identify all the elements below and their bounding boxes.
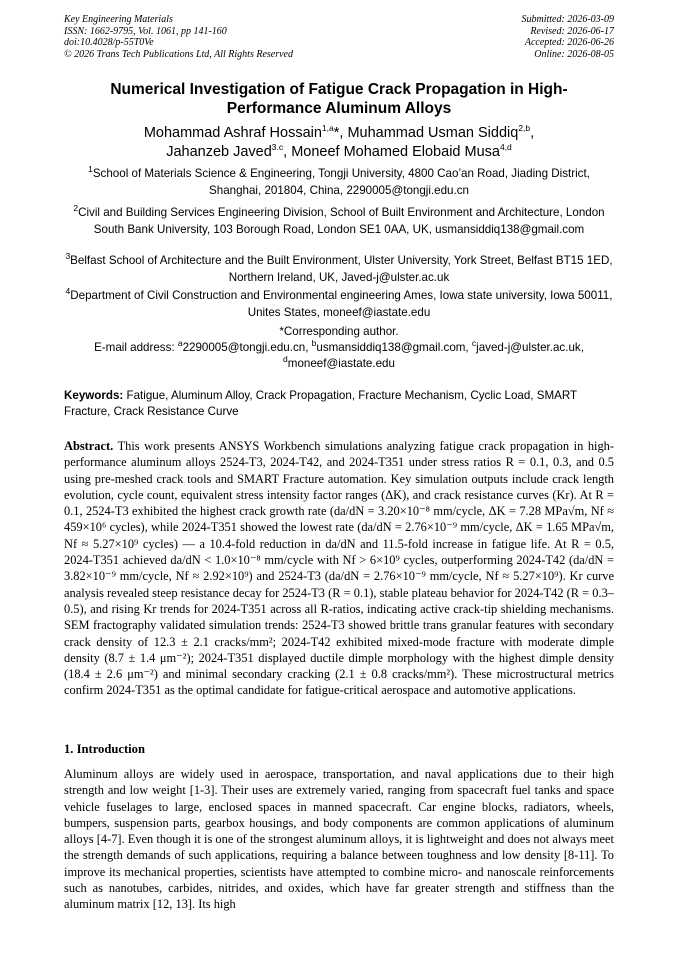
author-name: Jahanzeb Javed (166, 144, 272, 160)
email-prefix: E-mail address: (94, 341, 178, 354)
keywords-text: Fatigue, Aluminum Alloy, Crack Propagation, Fracture Mechanism, Cyclic Load, SMART Fracture, Crack Resistance Curve (64, 389, 577, 418)
email-sup: b (311, 338, 317, 349)
author-separator: , (283, 144, 292, 160)
keywords-block (64, 388, 614, 420)
corresponding-label: *Corresponding author. (279, 325, 399, 338)
email-sup: c (471, 338, 477, 349)
affiliation-sup: 3 (65, 251, 71, 262)
author-name: Muhammad Usman Siddiq (347, 125, 519, 141)
email-sup: a (177, 338, 183, 349)
abstract-label: Abstract. (64, 439, 114, 453)
author-sup: 3.c (271, 142, 284, 153)
affiliation-text: School of Materials Science & Engineering, Tongji University, 4800 Cao’an Road, Jiading District, Shanghai, 201804, China, 2290005@tongji.edu.cn (92, 167, 590, 197)
email-link[interactable]: 2290005@tongji.edu.cn, (182, 341, 312, 354)
author-name: Mohammad Ashraf Hossain (143, 125, 322, 141)
issn-line: ISSN: 1662-9795, Vol. 1061, pp 141-160 (64, 25, 227, 37)
dates-header (522, 14, 615, 60)
journal-name: Key Engineering Materials (64, 14, 173, 25)
accepted-date: Accepted: 2026-06-26 (524, 37, 614, 48)
affiliation-sup: 4 (65, 286, 71, 297)
submitted-date: Submitted: 2026-03-09 (521, 14, 614, 25)
paper-title: Numerical Investigation of Fatigue Crack Propagation in High-Performance Aluminum Alloys (110, 81, 568, 117)
affiliation-text: Belfast School of Architecture and the Built Environment, Ulster University, York Street, Belfast BT15 1ED, Northern Ireland, UK, Javed-j@ulster.ac.uk (70, 254, 613, 284)
author-separator: *, (333, 125, 348, 141)
affiliation-sup: 2 (73, 203, 79, 214)
author-sup: 1,a (321, 123, 334, 134)
author-list (64, 124, 614, 162)
section-heading-introduction: 1. Introduction (64, 742, 145, 756)
author-separator: , (530, 125, 535, 141)
author-sup: 4,d (499, 142, 512, 153)
email-link[interactable]: moneef@iastate.edu (287, 357, 395, 370)
author-name: Moneef Mohamed Elobaid Musa (291, 144, 500, 160)
abstract-block (64, 438, 614, 699)
affiliation-sup: 1 (88, 164, 93, 175)
email-sup: d (283, 354, 288, 365)
affiliation-4 (64, 288, 614, 321)
affiliation-1 (64, 166, 614, 199)
author-sup: 2,b (518, 123, 531, 134)
affiliation-text: Civil and Building Services Engineering Division, School of Built Environment and Architecture, London South Bank University, 103 Borough Road, London SE1 0AA, UK, usmansiddiq138@gmail.com (78, 206, 605, 236)
abstract-text: This work presents ANSYS Workbench simulations analyzing fatigue crack propagation in high-performance aluminum alloys 2524-T3, 2024-T42, and 2024-T351 under stress ratios R = 0.1, 0.3, and 0.5 using pre-meshed crack tools and SMART Fracture automation. Key simulation outputs include crack length evolution, cycle count, equivalent stress intensity factor ranges (ΔK), and crack resistance curves (Kr). At R = 0.1, 2524-T3 exhibited the highest crack growth rate (da/dN = 3.20×10⁻⁸ mm/cycle, ΔK = 7.28 MPa√m, Nf ≈ 459×10⁶ cycles), while 2024-T351 showed the lowest rate (da/dN = 2.76×10⁻⁹ mm/cycle, ΔK = 1.65 MPa√m, Nf ≈ 5.27×10⁹ cycles) — a 10.4-fold reduction in da/dN and 11.5-fold increase in fatigue life. At R = 0.5, 2024-T351 achieved da/dN < 1.0×10⁻⁸ mm/cycle with Nf > 6×10⁹ cycles, outperforming 2024-T42 (da/dN = 3.82×10⁻⁹ mm/cycle, Nf ≈ 2.92×10⁹) and 2524-T3 (da/dN = 2.76×10⁻⁹ mm/cycle, Nf ≈ 5.27×10⁹). Kr curve analysis revealed steep resistance decay for 2524-T3 (R = 0.1), stable plateau behavior for 2024-T42 (R = 0.3–0.5), and rising Kr trends for 2024-T351 across all R-ratios, indicating active crack-tip shielding mechanisms. SEM fractography validated simulation trends: 2524-T3 showed brittle trans granular features with secondary crack density of 12.3 ± 2.1 cracks/mm²; 2024-T42 exhibited mixed-mode fracture with moderate dimple density (8.7 ± 1.4 μm⁻²); 2024-T351 displayed ductile dimple morphology with the highest dimple density (18.4 ± 2.6 μm⁻²) and minimal secondary cracking (2.1 ± 0.8 cracks/mm²). These microstructural metrics confirm 2024-T351 as the optimal candidate for fatigue-critical aerospace and automotive applications. (64, 439, 614, 698)
doi-line[interactable]: doi:10.4028/p-55T0Ve (64, 37, 154, 48)
corresponding-block (64, 324, 614, 372)
copyright-line: © 2026 Trans Tech Publications Ltd, All Rights Reserved (64, 48, 293, 60)
email-link[interactable]: usmansiddiq138@gmail.com, (316, 341, 472, 354)
introduction-text: Aluminum alloys are widely used in aerospace, transportation, and naval applications due to their high strength and low weight [1-3]. Their uses are extremely varied, ranging from spacecraft fuel tanks and space vehicle fuselages to large, enclosed spaces in manned spacecraft. Car engine blocks, radiators, wheels, bumpers, suspension parts, gearbox housings, and body components are common applications of aluminum alloys [4-7]. Even though it is one of the strongest aluminum alloys, it is lightweight and does not always meet the strength demands of such applications, requiring a balance between toughness and low density [8-11]. To improve its mechanical properties, scientists have attempted to combine micro- and nanoscale reinforcements such as nanotubes, carbides, nitrides, and oxides, which have far greater strength and stiffness than the aluminum matrix [12, 13]. Its high (64, 767, 614, 912)
email-link[interactable]: javed-j@ulster.ac.uk, (476, 341, 584, 354)
online-date: Online: 2026-08-05 (534, 48, 614, 60)
revised-date: Revised: 2026-06-17 (530, 25, 614, 37)
affiliation-2 (64, 205, 614, 238)
keywords-label: Keywords: (64, 389, 124, 402)
affiliation-3 (64, 253, 614, 286)
affiliation-text: Department of Civil Construction and Environmental engineering Ames, Iowa state university, Iowa 50011, Unites States, moneef@iastate.edu (70, 289, 613, 319)
journal-header (64, 14, 293, 60)
